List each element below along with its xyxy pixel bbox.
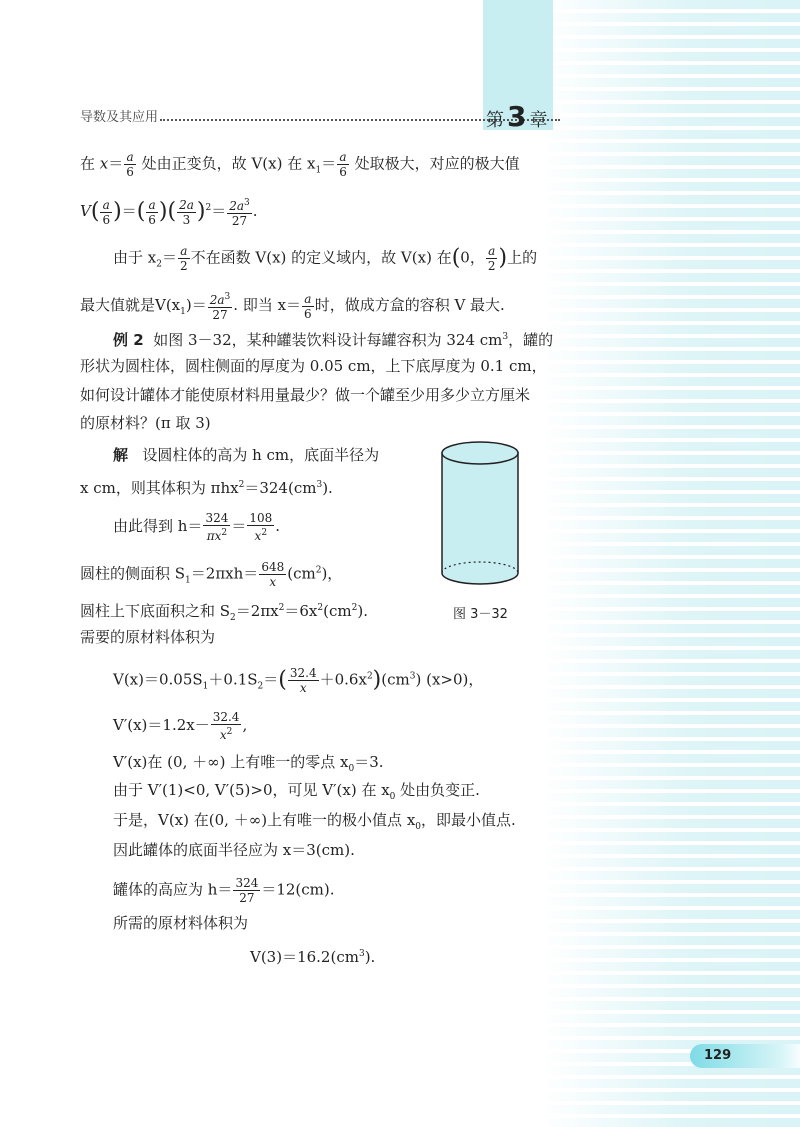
paren: ( (278, 667, 287, 693)
text: 不在函数 V(x) 的定义域内，故 V(x) 在 (190, 248, 452, 267)
denominator: 27 (212, 308, 228, 322)
numerator: 32.4 (289, 666, 317, 680)
text: 设圆柱体的高为 h cm，底面半径为 (142, 446, 380, 464)
numerator (227, 196, 252, 214)
paren: ( (90, 199, 100, 224)
math-var: x (254, 529, 262, 543)
solution-line (113, 445, 379, 465)
paren: ) (196, 199, 206, 224)
numerator: a (302, 292, 314, 307)
chapter-number: 3 (507, 100, 527, 133)
text: . (252, 202, 258, 220)
text: ) (x>0)， (415, 670, 484, 689)
numerator: a (178, 244, 190, 259)
text-line (113, 810, 516, 837)
text: 圆柱的侧面积 S (80, 564, 186, 583)
denominator: 27 (231, 214, 248, 228)
fraction (211, 710, 242, 742)
fraction (177, 198, 196, 227)
denominator: x (299, 681, 307, 695)
math-var: πx (206, 529, 222, 543)
subscript: 0 (415, 822, 422, 832)
text: ＝12(cm). (261, 880, 335, 899)
example-line: 如何设计罐体才能使原材料用量最少？做一个罐至少用多少立方厘米 (80, 386, 531, 404)
formula-line (113, 666, 483, 697)
chapter-prefix: 第 (486, 110, 504, 131)
text: )＝ (185, 296, 207, 314)
cylinder-figure (440, 440, 520, 586)
math-var: 2a (229, 199, 245, 213)
superscript: 3 (244, 198, 250, 208)
subscript: 2 (230, 613, 236, 623)
math-var: V (80, 202, 91, 220)
text: 由此得到 h＝ (113, 517, 203, 535)
text: 时，做成方盒的容积 V 最大. (314, 296, 505, 314)
chapter-label (486, 100, 547, 133)
superscript: 3 (502, 332, 509, 342)
formula-line (80, 598, 368, 628)
denominator (211, 725, 242, 742)
denominator: 6 (148, 212, 156, 227)
text: ＝ (263, 670, 279, 689)
text: ). (357, 602, 368, 620)
fraction (247, 511, 274, 543)
text: (cm (323, 602, 352, 620)
text: V(3)＝16.2(cm (250, 948, 359, 966)
fraction (208, 290, 233, 322)
text: ＋0.6x (319, 670, 367, 689)
text: V(x)＝0.05S (113, 670, 203, 689)
text: 最大值就是V(x (80, 296, 181, 314)
superscript: 2 (238, 480, 245, 490)
text: V′(x)在 (0, ＋∞) 上有唯一的零点 x (113, 753, 349, 771)
figure-caption: 图 3－32 (453, 607, 508, 622)
numerator: 2a (179, 197, 194, 212)
subscript: 1 (202, 681, 209, 692)
cylinder-body (442, 453, 518, 584)
superscript: 3 (358, 949, 365, 959)
paren: ) (113, 199, 122, 224)
denominator (247, 526, 274, 543)
text: (cm (287, 564, 316, 583)
math-var: x (219, 728, 227, 742)
text: x cm，则其体积为 πhx (80, 479, 239, 497)
numerator (208, 290, 233, 308)
denominator: 6 (102, 212, 111, 227)
formula-line (80, 560, 342, 591)
numerator: 648 (261, 560, 285, 574)
text: ). (364, 948, 376, 966)
formula-line: V′(x)＝1.2x－ $\frac{32.4}{x^2}$ , (113, 710, 248, 742)
text: 罐体的高应为 h＝ (113, 880, 233, 899)
text: ＋0.1S (208, 670, 258, 689)
subscript: 2 (257, 681, 264, 692)
text-line: 因此罐体的底面半径应为 x＝3(cm). (113, 841, 355, 859)
fraction (124, 150, 136, 179)
text: ＝ (321, 154, 337, 173)
text-line: 所需的原材料体积为 (113, 914, 249, 932)
denominator: x (269, 575, 277, 589)
superscript: 2 (226, 727, 233, 737)
paren: ) (372, 667, 382, 693)
cylinder-top (442, 442, 518, 464)
chapter-suffix: 章 (529, 110, 548, 131)
denominator: 6 (126, 165, 134, 179)
fraction (100, 198, 112, 227)
text-line (113, 780, 480, 807)
text: 于是，V(x) 在(0, ＋∞)上有唯一的极小值点 x (113, 811, 416, 829)
fraction (233, 876, 260, 905)
text: ). (322, 479, 333, 497)
math-var: x (99, 154, 109, 173)
text: 处由负变正. (395, 781, 480, 799)
fraction (178, 244, 190, 273)
text: 由于 V′(1)<0, V′(5)>0，可见 V′(x) 在 x (113, 781, 390, 799)
decorative-stripes (540, 0, 800, 1127)
page-number: 129 (690, 1044, 800, 1068)
fraction (227, 196, 252, 228)
header-title: 导数及其应用 (80, 110, 159, 125)
text-line (113, 752, 384, 779)
paren: )( (158, 199, 177, 224)
superscript: 3 (224, 292, 231, 302)
text: ＝3. (354, 753, 384, 771)
text: 由于 x (113, 248, 157, 267)
running-header (80, 100, 555, 133)
formula-line: 由此得到 h＝ $\frac{324}{\pi x^2}$ ＝ $\frac{108}{x^2}$ . (113, 511, 281, 543)
text: ＝2πx (235, 602, 279, 620)
text-line (113, 244, 537, 275)
fraction (302, 292, 314, 321)
text: 0， (460, 248, 485, 267)
text: . 即当 x＝ (233, 296, 302, 314)
numerator: 32.4 (212, 710, 240, 724)
fraction (146, 198, 158, 227)
superscript: 2 (221, 528, 228, 538)
subscript: 0 (389, 792, 396, 802)
superscript: 2 (366, 671, 373, 682)
text: ，罐的 (508, 331, 554, 349)
text: ＝ (231, 517, 247, 535)
paren: ( (451, 245, 461, 271)
subscript: 1 (180, 307, 186, 317)
text: 处由正变负，故 V(x) 在 x (136, 154, 316, 173)
superscript: 2 (278, 603, 285, 613)
superscript: 3 (316, 480, 323, 490)
subscript: 1 (315, 165, 322, 176)
subscript: 2 (156, 259, 162, 270)
text: ＝ (108, 154, 124, 173)
denominator: 2 (179, 259, 188, 273)
solution-label: 解 (113, 446, 129, 464)
numerator: a (124, 150, 136, 165)
numerator: a (100, 198, 112, 213)
superscript: 2 (315, 565, 322, 576)
subscript: 0 (348, 764, 355, 774)
text-line (80, 290, 505, 322)
text: V′(x)＝1.2x－ (113, 716, 210, 734)
denominator: 2 (487, 259, 496, 273)
denominator: 3 (182, 212, 191, 227)
superscript: 2 (351, 603, 358, 613)
example-label: 例 2 (113, 331, 144, 349)
numerator: a (146, 198, 158, 213)
text: 在 (80, 154, 100, 173)
paren: ( (136, 199, 146, 224)
fraction (486, 244, 498, 273)
subscript: 1 (185, 575, 191, 586)
example-line (113, 327, 553, 350)
formula-line: V( $\frac{a}{6}$ )＝( $\frac{a}{6}$ )( $\frac{2a}{3}$ )$^2$＝ $\frac{2a^3}{27}$ . (80, 197, 258, 228)
text: ＝324(cm (244, 479, 317, 497)
example-line: 形状为圆柱体，圆柱侧面的厚度为 0.05 cm，上下底厚度为 0.1 cm， (80, 357, 547, 375)
text: ＝2πxh＝ (190, 564, 259, 583)
denominator: 6 (339, 165, 347, 179)
text: (cm (381, 670, 410, 689)
numerator: a (337, 150, 349, 165)
superscript: 3 (409, 671, 416, 682)
denominator: 27 (239, 891, 255, 905)
superscript: 2 (317, 603, 324, 613)
formula-line (250, 944, 375, 967)
solution-line (80, 475, 333, 498)
fraction (288, 666, 319, 695)
numerator: 324 (205, 511, 229, 525)
fraction (337, 150, 349, 179)
text: 处取极大，对应的极大值 (349, 154, 520, 173)
text: 圆柱上下底面积之和 S (80, 602, 231, 620)
example-line: 的原材料？(π 取 3) (80, 414, 211, 432)
formula-line (113, 876, 335, 905)
numerator: 108 (249, 511, 273, 525)
text: 如图 3－32，某种罐装饮料设计每罐容积为 324 cm (153, 331, 503, 349)
numerator: 324 (235, 876, 259, 890)
paren: ) (498, 245, 508, 271)
text-line (80, 150, 520, 181)
fraction (203, 511, 230, 543)
text: ＝6x (284, 602, 318, 620)
math-var: 2a (209, 293, 225, 307)
text: ＝ (161, 248, 177, 267)
text: 上的 (507, 248, 538, 267)
numerator: a (486, 244, 498, 259)
denominator (203, 526, 230, 543)
text-line: 需要的原材料体积为 (80, 628, 216, 646)
fraction (259, 560, 286, 589)
text: ，即最小值点. (421, 811, 516, 829)
text: )， (321, 564, 343, 583)
denominator: 6 (304, 306, 312, 321)
superscript: 2 (205, 203, 212, 213)
superscript: 2 (261, 528, 268, 538)
